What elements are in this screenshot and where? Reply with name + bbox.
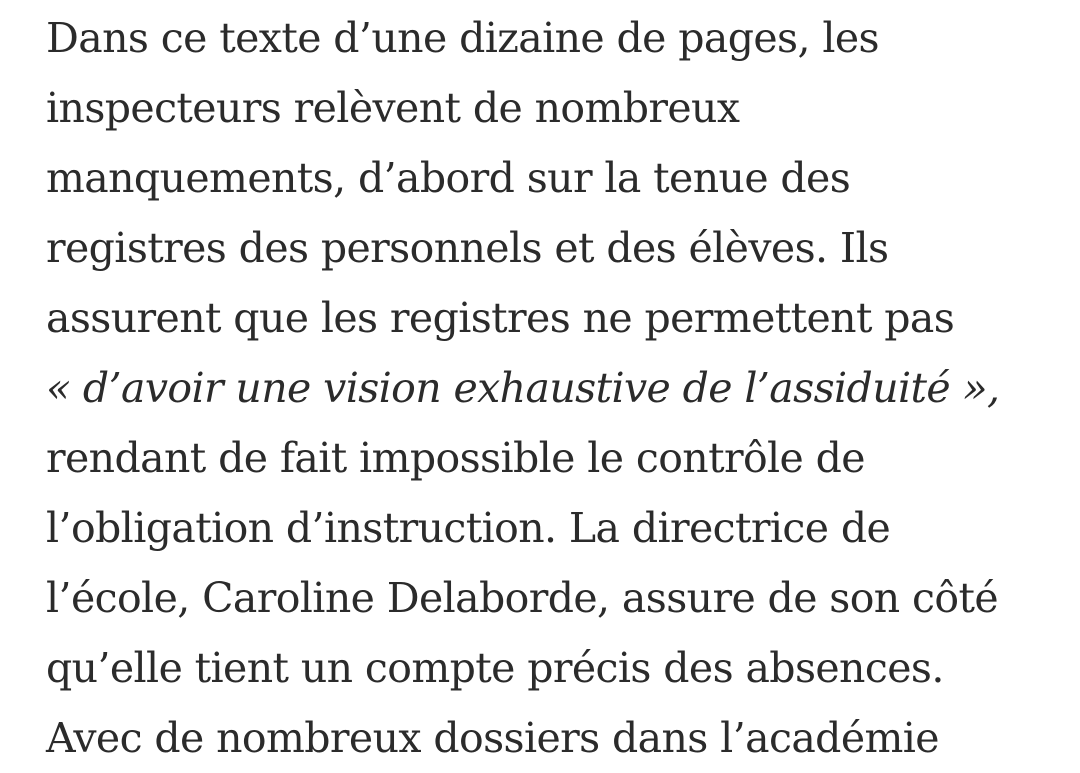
paragraph-line: rendant de fait impossible le contrôle de xyxy=(46,434,865,482)
paragraph-line: inspecteurs relèvent de nombreux xyxy=(46,84,740,132)
paragraph-line: Dans ce texte d’une dizaine de pages, les xyxy=(46,14,879,62)
paragraph-line: assurent que les registres ne permettent pas xyxy=(46,294,955,342)
paragraph-line: manquements, d’abord sur la tenue des xyxy=(46,154,851,202)
paragraph-line: l’école, Caroline Delaborde, assure de son côté xyxy=(46,574,999,622)
paragraph-line-quote xyxy=(46,353,999,423)
paragraph-line: l’obligation d’instruction. La directrice de xyxy=(46,504,891,552)
quote-text: « d’avoir une vision exhaustive de l’assiduité », xyxy=(46,364,1000,412)
paragraph-line: qu’elle tient un compte précis des absences. xyxy=(46,644,944,692)
paragraph-line: registres des personnels et des élèves. Ils xyxy=(46,224,889,272)
paragraph-line-cut-off: Avec de nombreux dossiers dans l’académie xyxy=(46,714,939,762)
